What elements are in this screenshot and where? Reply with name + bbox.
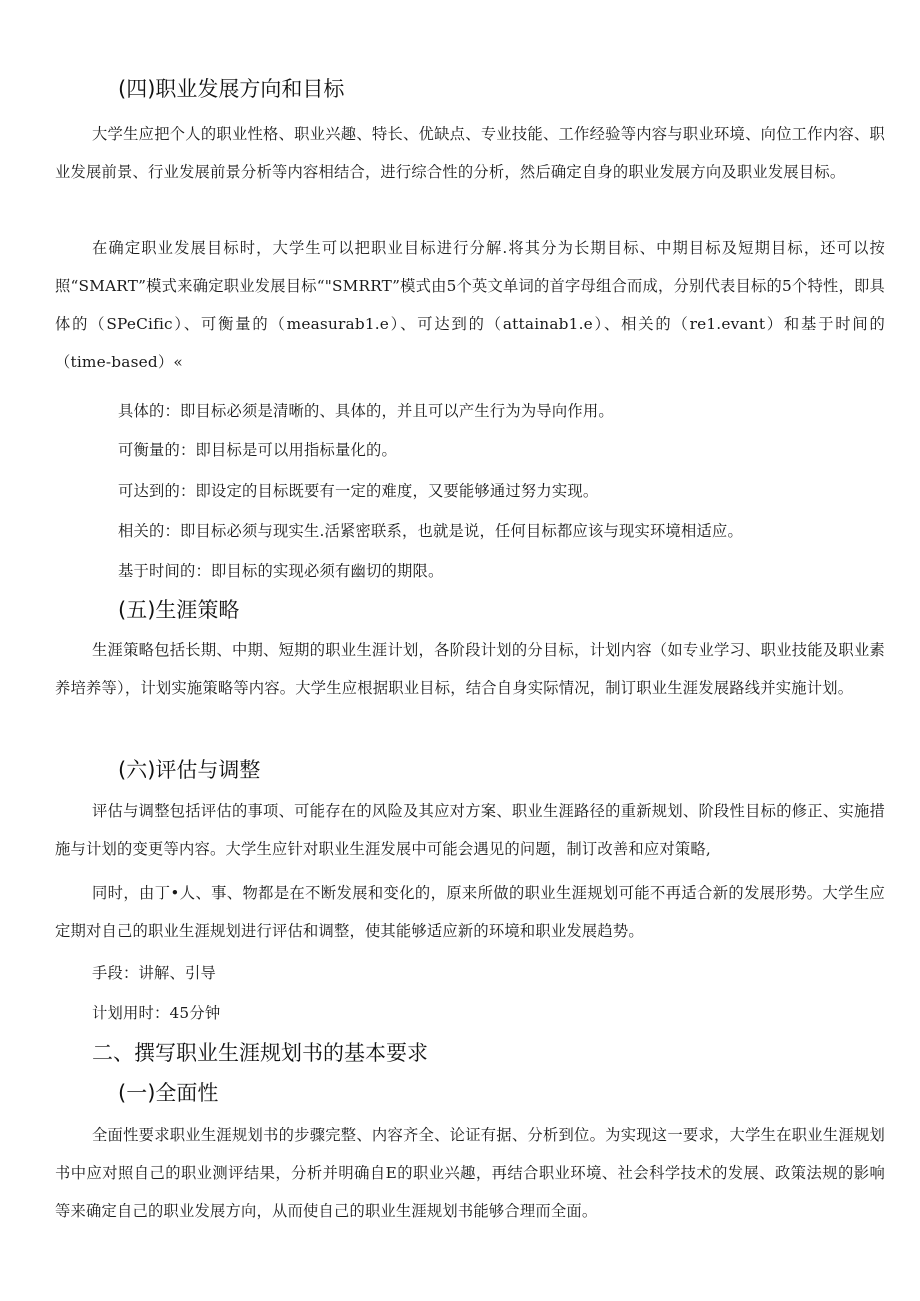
part-heading-writing-requirements: 二、撰写职业生涯规划书的基本要求 <box>92 1041 428 1065</box>
section-heading-career-direction: (四)职业发展方向和目标 <box>118 77 345 101</box>
paragraph-career-strategy: 生涯策略包括长期、中期、短期的职业生涯计划，各阶段计划的分目标，计划内容（如专业学习、职业技能及职业素养培养等），计划实施策略等内容。大学生应根据职业目标，结合自身实际情况，制订职业生涯发展路线并实施计划。 <box>55 641 885 697</box>
paragraph-comprehensiveness: 全面性要求职业生涯规划书的步骤完整、内容齐全、论证有据、分析到位。为实现这一要求，大学生在职业生涯规划书中应对照自己的职业测评结果，分析并明确自E的职业兴趣，再结合职业环境、社会科学技术的发展、政策法规的影响等来确定自己的职业发展方向，从而使自己的职业生涯规划书能够合理而全面。 <box>55 1126 885 1220</box>
teaching-means: 手段：讲解、引导 <box>92 964 216 982</box>
list-item-relevant: 相关的：即目标必须与现实生.活紧密联系，也就是说，任何目标都应该与现实环境相适应。 <box>118 522 743 540</box>
planned-time: 计划用时：45分钟 <box>92 1004 221 1022</box>
section-heading-career-strategy: (五)生涯策略 <box>118 598 240 622</box>
paragraph-evaluation: 评估与调整包括评估的事项、可能存在的风险及其应对方案、职业生涯路径的重新规划、阶段性目标的修正、实施措施与计划的变更等内容。大学生应针对职业生涯发展中可能会遇见的问题，制订改善和应对策略, <box>55 802 885 858</box>
list-item-measurable: 可衡量的：即目标是可以用指标量化的。 <box>118 441 397 459</box>
section-heading-evaluation: (六)评估与调整 <box>118 758 261 782</box>
list-item-specific: 具体的：即目标必须是清晰的、具体的，并且可以产生行为为导向作用。 <box>118 402 614 420</box>
paragraph-periodic-review: 同时，由丁•人、事、物都是在不断发展和变化的，原来所做的职业生涯规划可能不再适合新的发展形势。大学生应定期对自己的职业生涯规划进行评估和调整，使其能够适应新的环境和职业发展趋势。 <box>55 884 885 940</box>
list-item-attainable: 可达到的：即设定的目标既要有一定的难度，又要能够通过努力实现。 <box>118 482 599 500</box>
list-item-time-based: 基于时间的：即目标的实现必须有幽切的期限。 <box>118 562 444 580</box>
paragraph-career-direction: 大学生应把个人的职业性格、职业兴趣、特长、优缺点、专业技能、工作经验等内容与职业环境、向位工作内容、职业发展前景、行业发展前景分析等内容相结合，进行综合性的分析，然后确定自身的职业发展方向及职业发展目标。 <box>55 125 885 181</box>
paragraph-smart-model: 在确定职业发展目标时，大学生可以把职业目标进行分解.将其分为长期目标、中期目标及短期目标，还可以按照“SMART”模式来确定职业发展目标“"SMRRT”模式由5个英文单词的首字母组合而成，分别代表目标的5个特性，即具体的（SPeCific）、可衡量的（measurab1.e）、可达到的（attainab1.e）、相关的（re1.evant）和基于时间的（time-based）« <box>55 239 885 371</box>
section-heading-comprehensiveness: (一)全面性 <box>118 1081 219 1105</box>
